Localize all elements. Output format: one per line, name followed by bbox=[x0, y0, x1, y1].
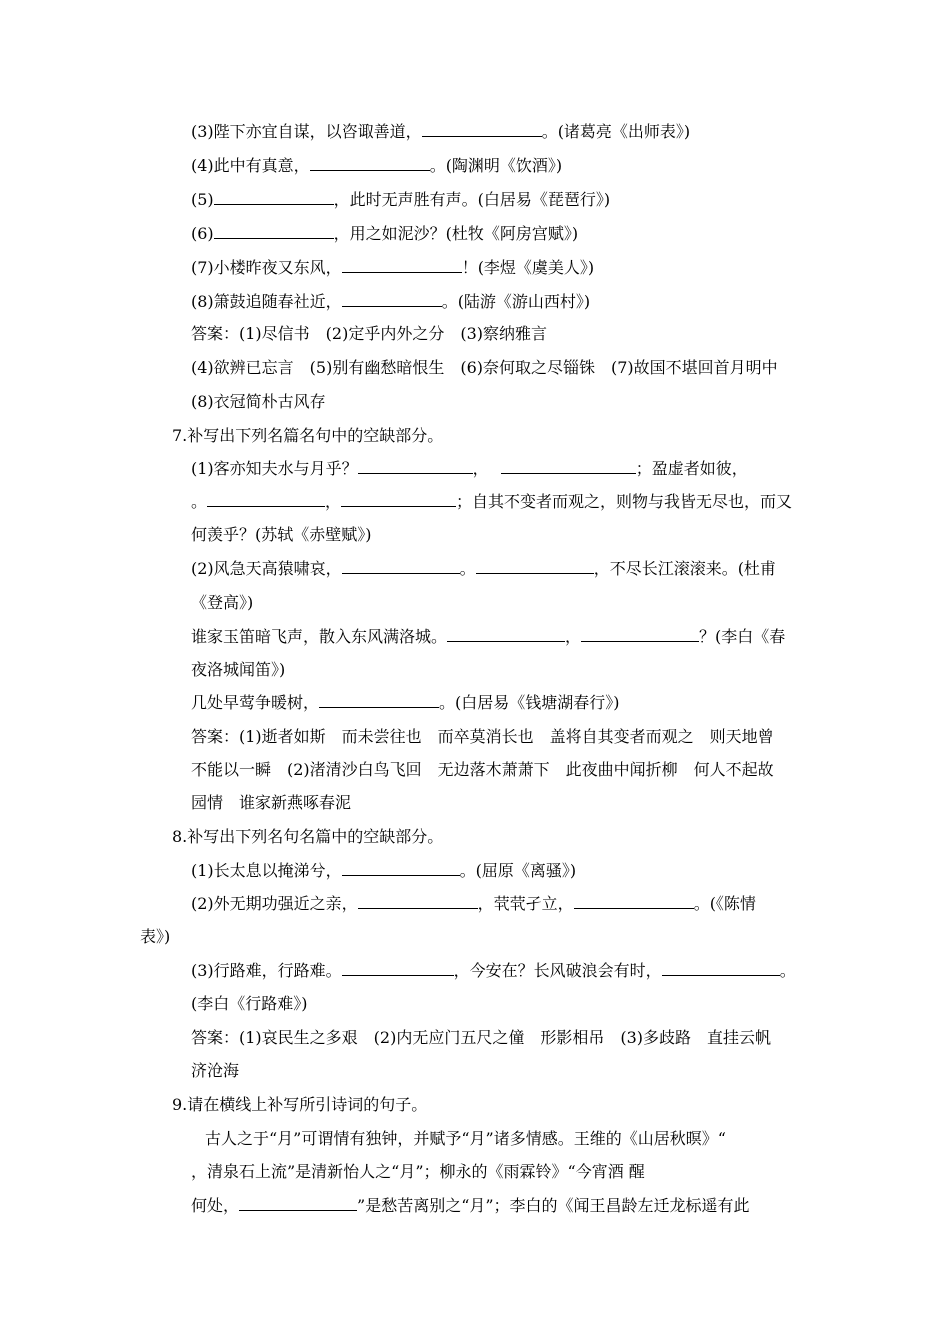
item-text: 箫鼓追随春社近， bbox=[213, 292, 342, 311]
q6-item-3 bbox=[191, 121, 690, 143]
q8-text: (3)行路难，行路难。 bbox=[191, 961, 342, 980]
q8-answer-line: 济沧海 bbox=[191, 1061, 240, 1080]
q6-item-8 bbox=[191, 291, 590, 313]
q7-text: ， bbox=[472, 459, 489, 478]
q8-line: 表》) bbox=[140, 927, 171, 946]
q7-answer-line: 不能以一瞬 (2)渚清沙白鸟飞回 无边落木萧萧下 此夜曲中闻折柳 何人不起故 bbox=[191, 760, 774, 779]
answer-blank[interactable] bbox=[239, 1195, 357, 1211]
item-source: 。(陆游《游山西村》) bbox=[441, 292, 591, 311]
answer-blank[interactable] bbox=[447, 626, 565, 642]
q8-text: (1)长太息以掩涕兮， bbox=[191, 861, 342, 880]
q8-line: (李白《行路难》) bbox=[191, 994, 308, 1013]
answer-blank[interactable] bbox=[214, 223, 334, 239]
answer-blank[interactable] bbox=[310, 155, 430, 171]
q7-line: 何羡乎？(苏轼《赤壁赋》) bbox=[191, 525, 372, 544]
q7-text: (1)客亦知夫水与月乎？ bbox=[191, 459, 358, 478]
item-number: (8) bbox=[191, 292, 214, 311]
q7-text: 。 bbox=[459, 559, 476, 578]
answer-blank[interactable] bbox=[342, 558, 460, 574]
item-source: ！(李煜《虞美人》) bbox=[461, 258, 595, 277]
answer-blank[interactable] bbox=[422, 121, 542, 137]
q9-text: ”是愁苦离别之“月”；李白的《闻王昌龄左迁龙标遥有此 bbox=[357, 1196, 750, 1215]
q7-answer-line: 园情 谁家新燕啄春泥 bbox=[191, 793, 352, 812]
answer-blank[interactable] bbox=[662, 960, 780, 976]
answer-blank[interactable] bbox=[319, 692, 439, 708]
q9-line: 古人之于“月”可谓情有独钟，并赋予“月”诸多情感。王维的《山居秋暝》“ bbox=[205, 1129, 726, 1148]
item-source: ，用之如泥沙？(杜牧《阿房宫赋》) bbox=[333, 224, 579, 243]
q7-text: 。(白居易《钱塘湖春行》) bbox=[439, 693, 620, 712]
answer-blank[interactable] bbox=[358, 893, 478, 909]
q7-line bbox=[191, 626, 785, 648]
answer-blank[interactable] bbox=[341, 491, 456, 507]
q6-item-6 bbox=[191, 223, 578, 245]
q6-answer-line: (4)欲辨已忘言 (5)别有幽愁暗恨生 (6)奈何取之尽锱铢 (7)故国不堪回首月明中 bbox=[191, 358, 778, 377]
item-number: (7) bbox=[191, 258, 214, 277]
q6-answer-line: (8)衣冠简朴古风存 bbox=[191, 392, 326, 411]
q8-line bbox=[191, 960, 796, 982]
item-text: 此中有真意， bbox=[213, 156, 310, 175]
item-source: 。(陶渊明《饮酒》) bbox=[429, 156, 563, 175]
q7-answer-line: 答案：(1)逝者如斯 而未尝往也 而卒莫消长也 盖将自其变者而观之 则天地曾 bbox=[191, 727, 774, 746]
q9-text: 何处， bbox=[191, 1196, 240, 1215]
q8-line bbox=[191, 860, 576, 882]
q7-text: ， bbox=[565, 627, 582, 646]
answer-blank[interactable] bbox=[342, 291, 442, 307]
q8-text: ，今安在？长风破浪会有时， bbox=[453, 961, 662, 980]
q7-text: ；盈虚者如彼， bbox=[635, 459, 748, 478]
q8-text: 。(《陈情 bbox=[693, 894, 756, 913]
answer-blank[interactable] bbox=[214, 189, 334, 205]
q8-title: 8.补写出下列名句名篇中的空缺部分。 bbox=[172, 827, 444, 846]
q9-line: ，清泉石上流”是清新怡人之“月”；柳永的《雨霖铃》“今宵酒 醒 bbox=[191, 1162, 645, 1181]
item-number: (3) bbox=[191, 122, 214, 141]
q7-line bbox=[191, 491, 792, 513]
q7-text: 几处早莺争暖树， bbox=[191, 693, 320, 712]
q7-text: ？(李白《春 bbox=[699, 627, 786, 646]
answer-blank[interactable] bbox=[207, 491, 325, 507]
q7-text: ，不尽长江滚滚来。(杜甫 bbox=[593, 559, 776, 578]
q8-line bbox=[191, 893, 756, 915]
q8-text: ，茕茕孑立， bbox=[477, 894, 574, 913]
q7-text: ， bbox=[325, 492, 342, 511]
q7-line bbox=[191, 458, 748, 480]
q7-line: 《登高》) bbox=[191, 593, 254, 612]
q9-title: 9.请在横线上补写所引诗词的句子。 bbox=[172, 1095, 428, 1114]
answer-blank[interactable] bbox=[342, 257, 462, 273]
q7-line: 夜洛城闻笛》) bbox=[191, 660, 286, 679]
q7-text: ；自其不变者而观之，则物与我皆无尽也，而又 bbox=[456, 492, 793, 511]
q8-answer-line: 答案：(1)哀民生之多艰 (2)内无应门五尺之僮 形影相吊 (3)多歧路 直挂云帆 bbox=[191, 1028, 771, 1047]
q6-item-4 bbox=[191, 155, 562, 177]
answer-blank[interactable] bbox=[501, 458, 636, 474]
answer-blank[interactable] bbox=[342, 960, 454, 976]
q7-title: 7.补写出下列名篇名句中的空缺部分。 bbox=[172, 426, 444, 445]
item-number: (4) bbox=[191, 156, 214, 175]
q7-line bbox=[191, 692, 620, 714]
q6-item-7 bbox=[191, 257, 594, 279]
q8-text: 。(屈原《离骚》) bbox=[459, 861, 577, 880]
item-number: (5) bbox=[191, 190, 214, 209]
item-text: 陛下亦宜自谋，以咨诹善道， bbox=[213, 122, 422, 141]
item-source: 。(诸葛亮《出师表》) bbox=[541, 122, 691, 141]
item-source: ，此时无声胜有声。(白居易《琵琶行》) bbox=[333, 190, 611, 209]
q8-text: 。 bbox=[779, 961, 796, 980]
answer-blank[interactable] bbox=[358, 458, 473, 474]
q6-item-5 bbox=[191, 189, 610, 211]
answer-blank[interactable] bbox=[574, 893, 694, 909]
q6-answer-line: 答案：(1)尽信书 (2)定乎内外之分 (3)察纳雅言 bbox=[191, 324, 547, 343]
q7-text: (2)风急天高猿啸哀， bbox=[191, 559, 342, 578]
answer-blank[interactable] bbox=[342, 860, 460, 876]
q7-text: 。 bbox=[191, 492, 208, 511]
q7-line bbox=[191, 558, 776, 580]
q9-line bbox=[191, 1195, 750, 1217]
answer-blank[interactable] bbox=[476, 558, 594, 574]
item-number: (6) bbox=[191, 224, 214, 243]
item-text: 小楼昨夜又东风， bbox=[213, 258, 342, 277]
q8-text: (2)外无期功强近之亲， bbox=[191, 894, 358, 913]
answer-blank[interactable] bbox=[581, 626, 699, 642]
q7-text: 谁家玉笛暗飞声，散入东风满洛城。 bbox=[191, 627, 448, 646]
